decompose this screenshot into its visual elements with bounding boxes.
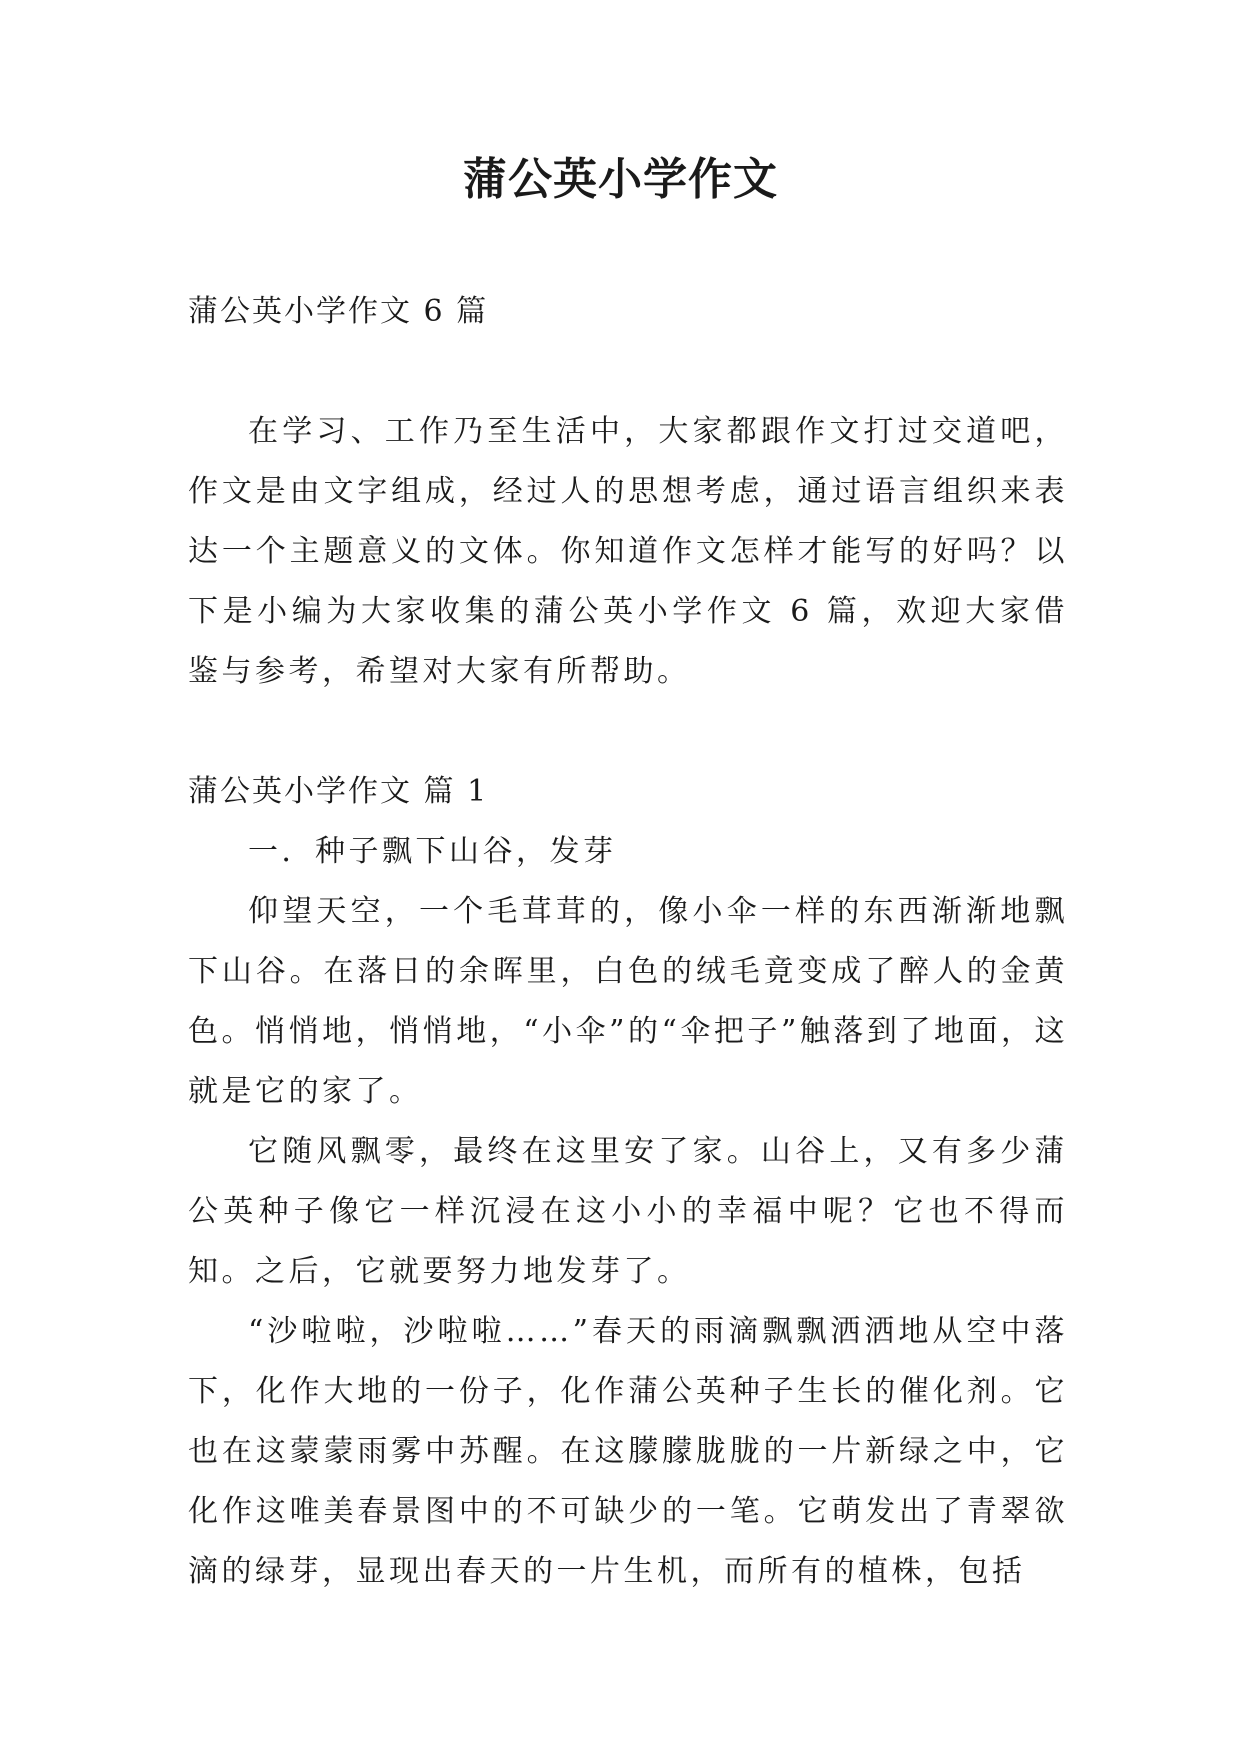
body-paragraph: 一．种子飘下山谷，发芽 (248, 834, 617, 869)
intro-paragraph: 在学习、工作乃至生活中，大家都跟作文打过交道吧，作文是由文字组成，经过人的思想考虑，通过语言组织来表达一个主题意义的文体。你知道作文怎样才能写的好吗？以下是小编为大家收集的蒲公英小学作文 6 篇，欢迎大家借鉴与参考，希望对大家有所帮助。 (188, 414, 1068, 689)
body-paragraph: “沙啦啦，沙啦啦……”春天的雨滴飘飘洒洒地从空中落下，化作大地的一份子，化作蒲公英种子生长的催化剂。它也在这蒙蒙雨雾中苏醒。在这朦朦胧胧的一片新绿之中，它化作这唯美春景图中的不可缺少的一笔。它萌发出了青翠欲滴的绿芽，显现出春天的一片生机，而所有的植株，包括 (188, 1314, 1068, 1589)
document-body (188, 402, 1068, 1602)
section-heading: 蒲公英小学作文 篇 1 (188, 774, 489, 809)
body-paragraph: 仰望天空，一个毛茸茸的，像小伞一样的东西渐渐地飘下山谷。在落日的余晖里，白色的绒毛竟变成了醉人的金黄色。悄悄地，悄悄地，“小伞”的“伞把子”触落到了地面，这就是它的家了。 (188, 894, 1068, 1109)
document-subtitle: 蒲公英小学作文 6 篇 (188, 294, 489, 329)
document-title: 蒲公英小学作文 (463, 154, 778, 205)
body-paragraph: 它随风飘零，最终在这里安了家。山谷上，又有多少蒲公英种子像它一样沉浸在这小小的幸福中呢？它也不得而知。之后，它就要努力地发芽了。 (188, 1134, 1068, 1289)
